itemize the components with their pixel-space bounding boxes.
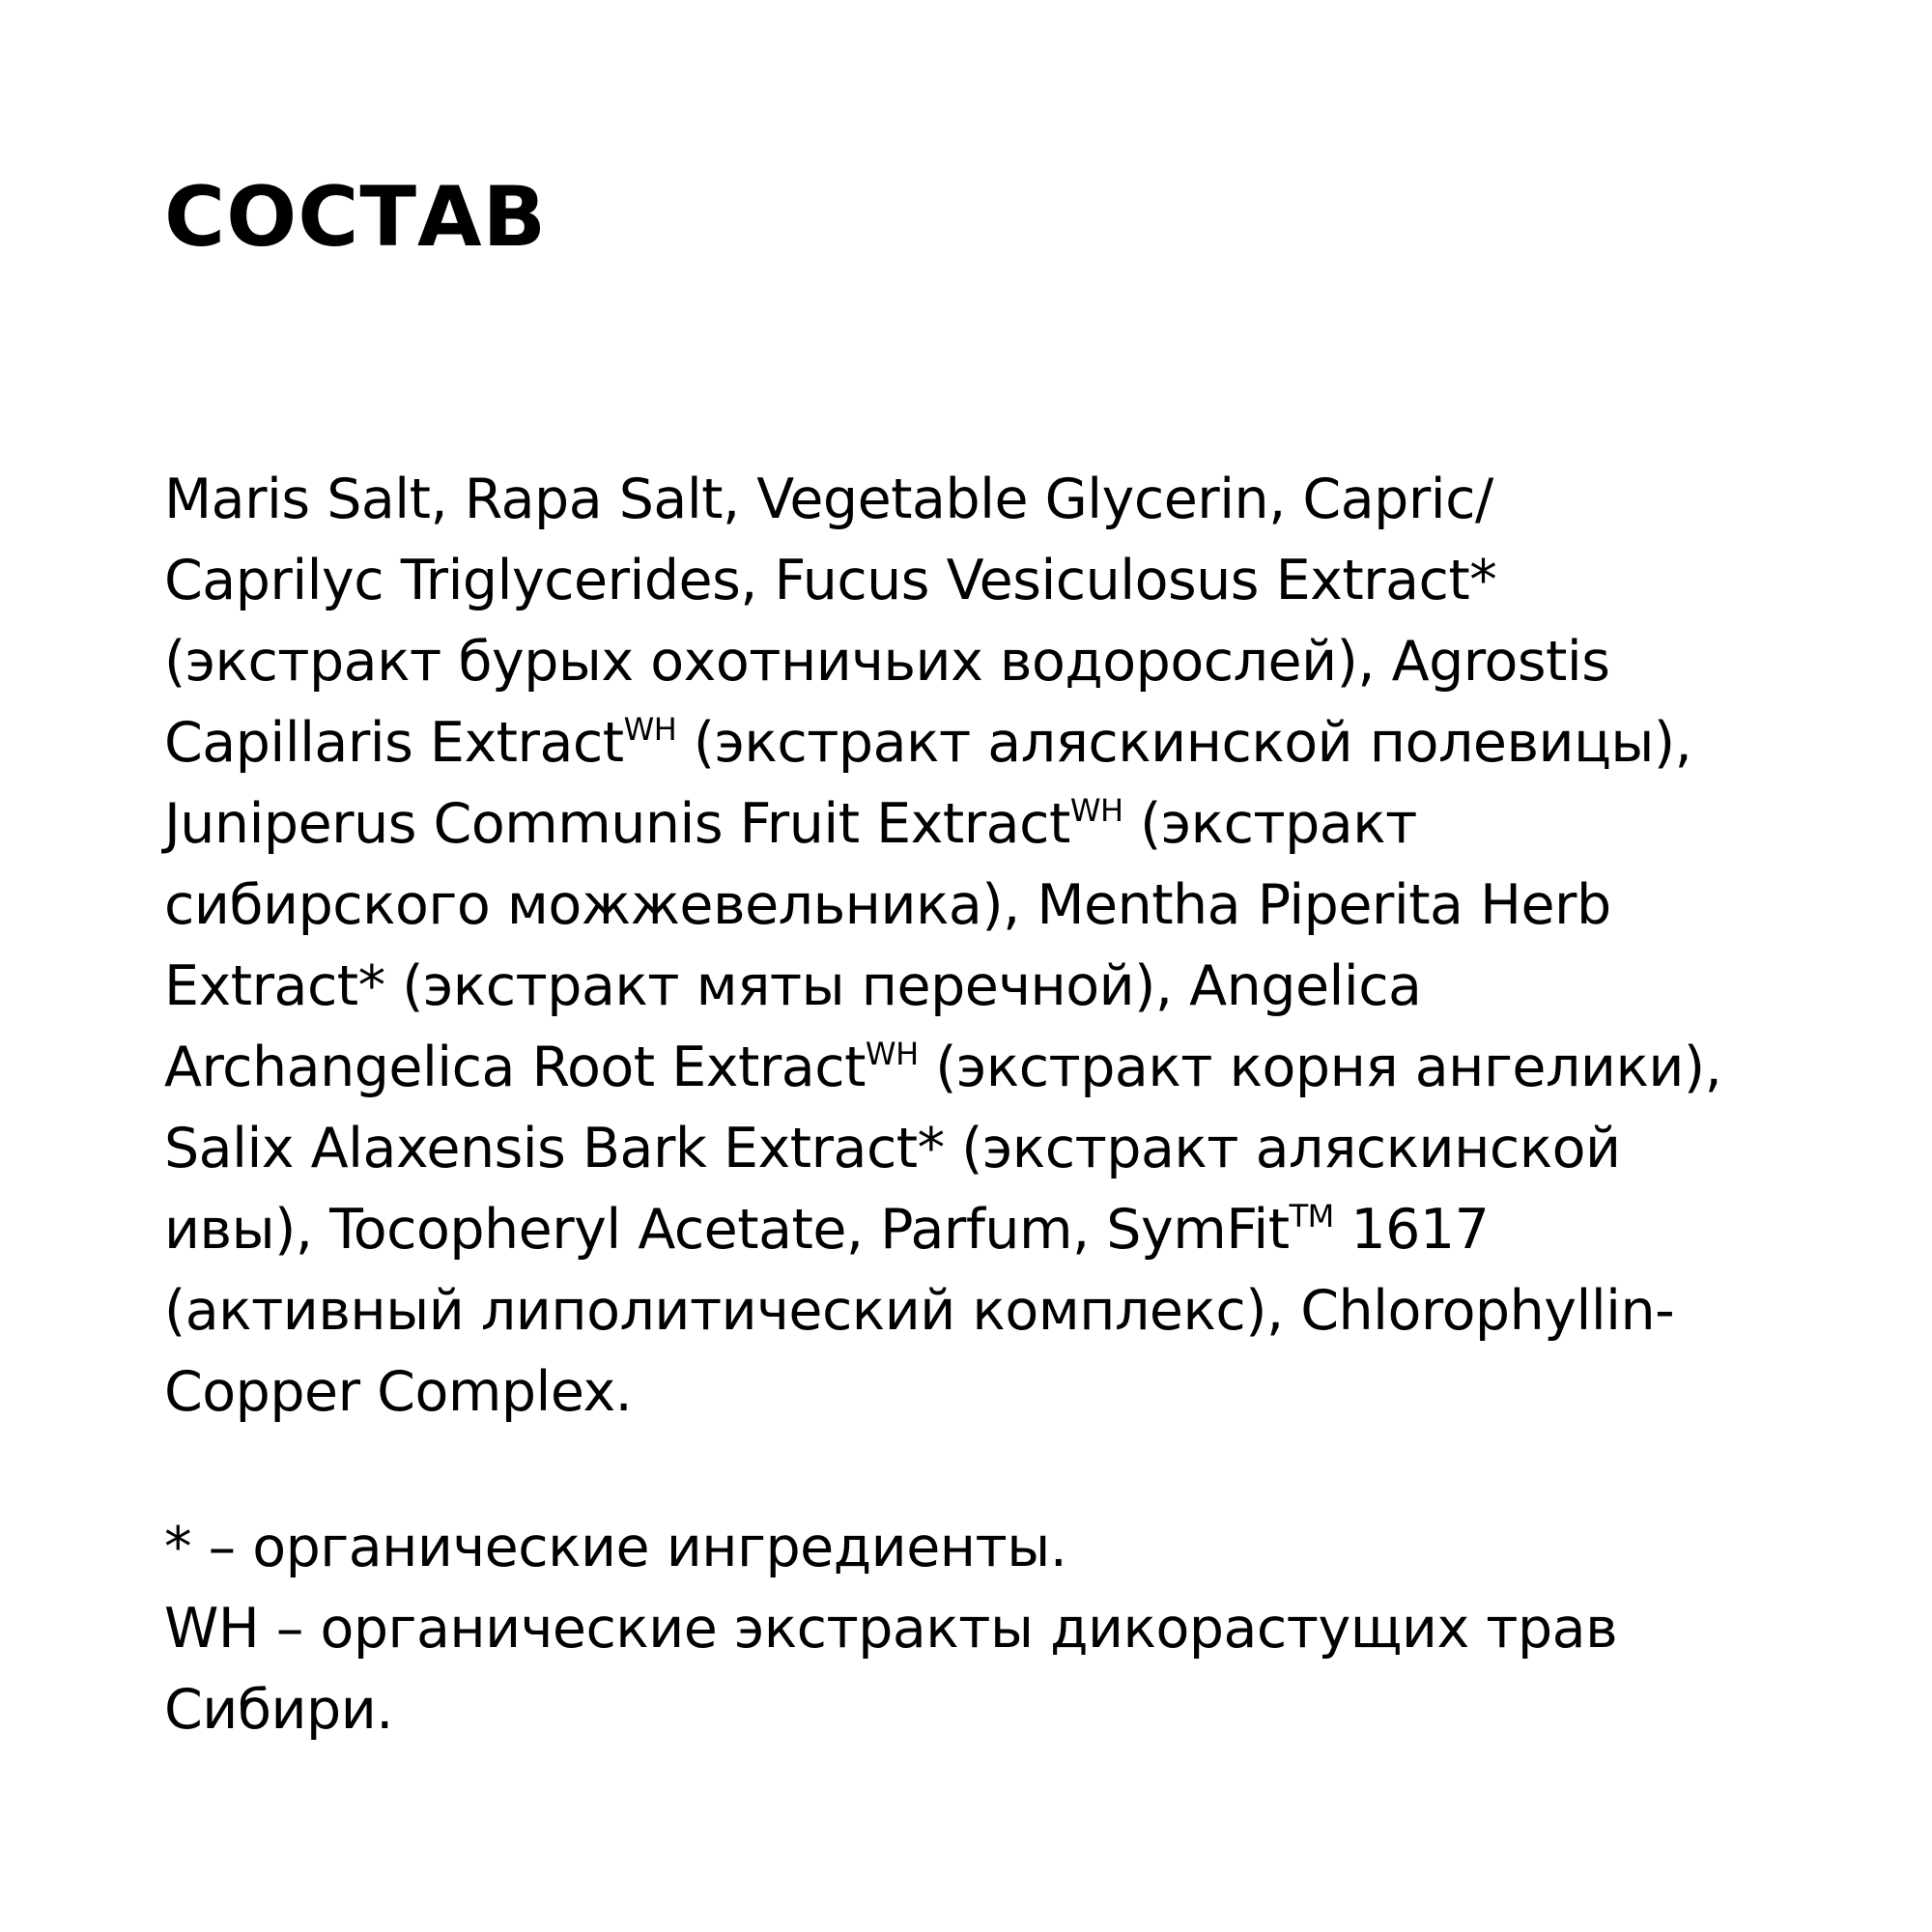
- composition-line: (экстракт бурых охотничьих водорослей), Agrostis: [164, 630, 1610, 694]
- composition-line: Juniperus Communis Fruit Extract$^{WH}$ (экстракт: [164, 792, 1417, 856]
- composition-line: Archangelica Root Extract$^{WH}$ (экстракт корня ангелики),: [164, 1036, 1722, 1099]
- composition-line: (активный липолитический комплекс), Chlorophyllin-: [164, 1279, 1675, 1343]
- composition-line: сибирского можжевельника), Mentha Piperita Herb: [164, 873, 1611, 937]
- composition-line: Caprilyc Triglycerides, Fucus Vesiculosus Extract*: [164, 549, 1497, 612]
- superscript-mark: WH: [1069, 792, 1123, 829]
- composition-line: Copper Complex.: [164, 1360, 633, 1424]
- footnote-line: WH – органические экстракты дикорастущих трав: [164, 1597, 1618, 1661]
- page-title: СОСТАВ: [164, 169, 548, 266]
- composition-line: Maris Salt, Rapa Salt, Vegetable Glycerin, Capric/: [164, 468, 1493, 531]
- superscript-mark: WH: [865, 1036, 919, 1072]
- composition-line: Extract* (экстракт мяты перечной), Angelica: [164, 954, 1422, 1018]
- composition-line: ивы), Tocopheryl Acetate, Parfum, SymFit™ 1617: [164, 1198, 1490, 1262]
- footnote-line: * – органические ингредиенты.: [164, 1516, 1067, 1579]
- footnote-line: Сибири.: [164, 1678, 393, 1742]
- superscript-mark: TM: [1289, 1198, 1334, 1235]
- composition-line: Salix Alaxensis Bark Extract* (экстракт аляскинской: [164, 1117, 1621, 1180]
- superscript-mark: WH: [623, 711, 677, 748]
- composition-line: Capillaris Extract$^{WH}$ (экстракт аляскинской полевицы),: [164, 711, 1692, 775]
